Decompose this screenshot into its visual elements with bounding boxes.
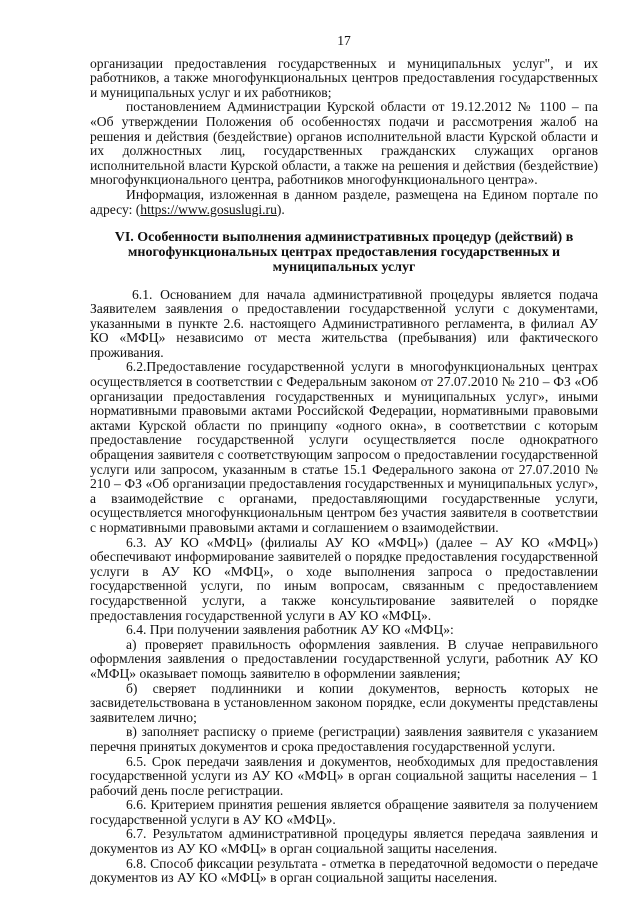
paragraph-6-6: 6.6. Критерием принятия решения является обращение заявителя за получением государственной услуги в АУ КО «МФЦ». [90, 797, 598, 827]
paragraph-6-1: 6.1. Основанием для начала административной процедуры является подача Заявителем заявления о предоставлении государственной услуги с документами, указанными в пункте 2.6. настоящего Административного регламента, в филиал АУ КО «МФЦ» независимо от места жительства (пребывания) или фактического проживания. [90, 286, 598, 360]
paragraph-6-2: 6.2.Предоставление государственной услуги в многофункциональных центрах осуществляется в соответствии с Федеральным законом от 27.07.2010 № 210 – ФЗ «Об организации предоставления государственных и муниципальных услуг», иными нормативными правовыми актами Российской Федерации, нормативными правовыми актами Курской области по принципу «одного окна», в соответствии с которым предоставление государственной услуги осуществляется после однократного обращения заявителя с соответствующим запросом о предоставлении государственной услуги или запросом, указанным в статье 15.1 Федерального закона от 27.07.2010 № 210 – ФЗ «Об организации предоставления государственных и муниципальных услуг», а взаимодействие с органами, предоставляющими государственные услуги, осуществляется многофункциональным центром без участия заявителя в соответствии с нормативными правовыми актами и соглашением о взаимодействии. [90, 359, 598, 536]
portal-text-after: ). [276, 201, 285, 217]
paragraph-6-7: 6.7. Результатом административной процедуры является передача заявления и документов из АУ КО «МФЦ» в орган социальной защиты населения. [90, 826, 598, 857]
paragraph-6-4-b: б) сверяет подлинники и копии документов, верность которых не засвидетельствована в установленном законом порядке, если документы представлены заявителем лично; [90, 680, 598, 725]
paragraph-6-4: 6.4. При получении заявления работник АУ КО «МФЦ»: [126, 622, 454, 638]
gosuslugi-link[interactable]: https://www.gosuslugi.ru [140, 201, 277, 217]
portal-text-before: Информация, изложенная в данном разделе, размещена на Едином портале по адресу: ( [90, 186, 598, 217]
page-number: 17 [337, 33, 351, 48]
paragraph-6-4-v: в) заполняет расписку о приеме (регистрации) заявления заявителя с указанием перечня принятых документов и срока предоставления государственной услуги. [90, 724, 598, 754]
section-heading: VI. Особенности выполнения административных процедур (действий) в многофункциональных центрах предоставления государственных и муниципальных услуг [114, 230, 574, 275]
paragraph-continuation: организации предоставления государственных и муниципальных услуг", и их работников, а также многофункциональных центров предоставления государственных и муниципальных услуг и их работников; [90, 55, 598, 100]
paragraph-6-8: 6.8. Способ фиксации результата - отметка в передаточной ведомости о передаче документов из АУ КО «МФЦ» в орган социальной защиты населения. [90, 855, 598, 886]
paragraph-portal-info [90, 188, 598, 217]
paragraph-6-5: 6.5. Срок передачи заявления и документов, необходимых для предоставления государственной услуги из АУ КО «МФЦ» в орган социальной защиты населения – 1 рабочий день после регистрации. [90, 753, 598, 798]
paragraph-resolution: постановлением Администрации Курской области от 19.12.2012 № 1100 – па «Об утверждении Положения об особенностях подачи и рассмотрения жалоб на решения и действия (бездействие) органов исполнительной власти Курской области и их должностных лиц, государственных гражданских служащих органов исполнительной власти Курской области, а также на решения и действия (бездействие) многофункционального центра, работников многофункционального центра». [90, 99, 598, 188]
paragraph-6-4-a: а) проверяет правильность оформления заявления. В случае неправильного оформления заявления о предоставлении государственной услуги, работник АУ КО «МФЦ» оказывает помощь заявителю в оформлении заявления; [90, 636, 598, 681]
paragraph-6-3: 6.3. АУ КО «МФЦ» (филиалы АУ КО «МФЦ») (далее – АУ КО «МФЦ») обеспечивают информирование заявителей о порядке предоставления государственной услуги в АУ КО «МФЦ», о ходе выполнения запроса о предоставлении государственной услуги, по иным вопросам, связанным с предоставлением государственной услуги, а также консультирование заявителей о порядке предоставления государственной услуги в АУ КО «МФЦ». [90, 534, 598, 623]
